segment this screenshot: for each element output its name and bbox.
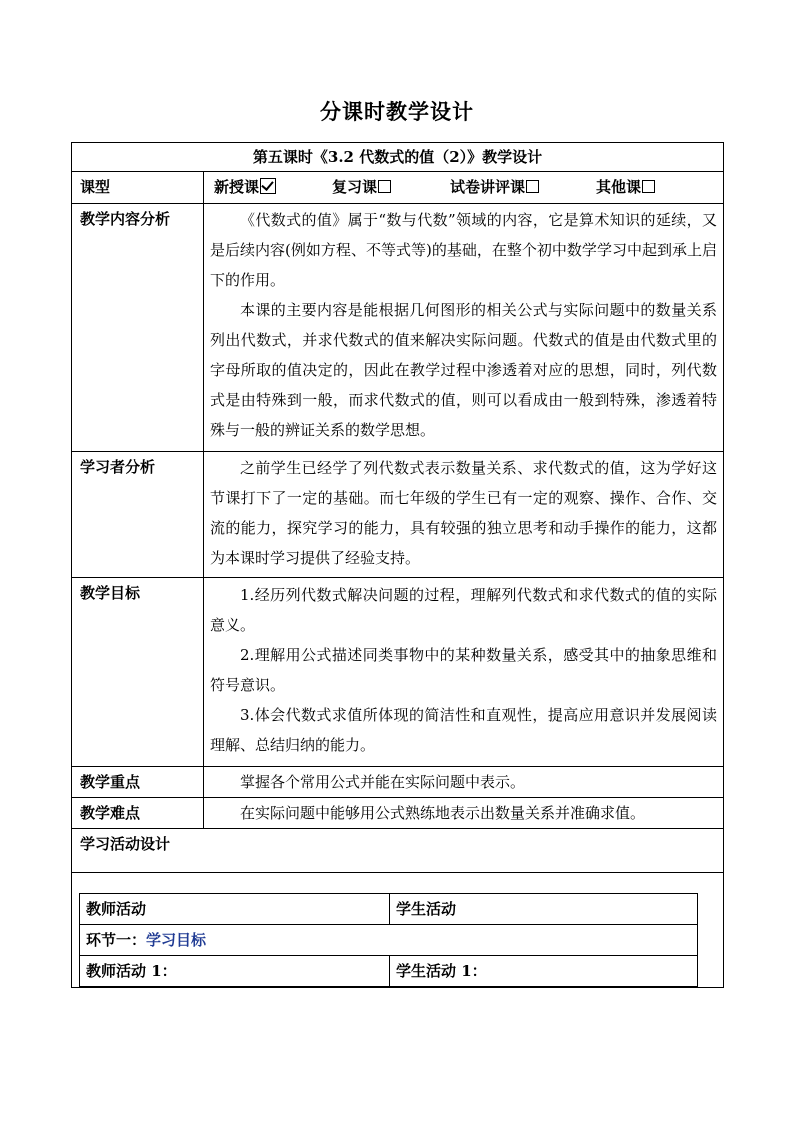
student-activity-1: 学生活动 1： bbox=[390, 956, 698, 987]
checkbox-icon[interactable] bbox=[378, 180, 391, 193]
learner-analysis-label: 学习者分析 bbox=[72, 452, 204, 578]
option-label: 新授课 bbox=[214, 178, 260, 196]
checkbox-icon[interactable] bbox=[642, 180, 655, 193]
course-type-row bbox=[72, 172, 724, 204]
key-points-label: 教学重点 bbox=[72, 767, 204, 798]
activity-design-header-row bbox=[72, 829, 724, 873]
lesson-title-row bbox=[72, 143, 724, 172]
content-analysis-paragraph: 《代数式的值》属于“数与代数”领域的内容，它是算术知识的延续，又是后续内容(例如方程、不等式等)的基础，在整个初中数学学习中起到承上启下的作用。 bbox=[210, 211, 718, 289]
option-label: 试卷讲评课 bbox=[450, 178, 526, 196]
option-new-lesson[interactable] bbox=[214, 172, 332, 202]
content-analysis-row bbox=[72, 204, 724, 452]
key-points-row bbox=[72, 767, 724, 798]
teacher-activity-1: 教师活动 1： bbox=[80, 956, 390, 987]
difficulties-label: 教学难点 bbox=[72, 798, 204, 829]
checkbox-checked-icon[interactable] bbox=[260, 178, 276, 194]
objectives-row bbox=[72, 578, 724, 767]
objectives-label: 教学目标 bbox=[72, 578, 204, 767]
activity-design-label: 学习活动设计 bbox=[72, 829, 724, 873]
lesson-title: 第五课时《3.2 代数式的值（2）》教学设计 bbox=[72, 143, 724, 172]
learner-analysis-paragraph: 之前学生已经学了列代数式表示数量关系、求代数式的值，这为学好这节课打下了一定的基础。而七年级的学生已有一定的观察、操作、合作、交流的能力，探究学习的能力，具有较强的独立思考和动手操作的能力，这都为本课时学习提供了经验支持。 bbox=[210, 459, 718, 567]
course-type-options bbox=[204, 172, 724, 204]
section-name: 学习目标 bbox=[146, 931, 207, 949]
key-points-text: 掌握各个常用公式并能在实际问题中表示。 bbox=[240, 773, 526, 791]
difficulties-row bbox=[72, 798, 724, 829]
option-other-lesson[interactable] bbox=[596, 172, 655, 202]
section-prefix: 环节一： bbox=[86, 931, 147, 949]
section-one-row bbox=[80, 925, 698, 956]
option-exam-review-lesson[interactable] bbox=[450, 172, 596, 202]
page-title: 分课时教学设计 bbox=[320, 99, 474, 124]
learner-analysis-row bbox=[72, 452, 724, 578]
option-label: 复习课 bbox=[332, 178, 378, 196]
student-activity-header: 学生活动 bbox=[390, 894, 698, 925]
checkbox-icon[interactable] bbox=[526, 180, 539, 193]
activity-design-body-row bbox=[72, 873, 724, 988]
objective-item: 2.理解用公式描述同类事物中的某种数量关系，感受其中的抽象思维和符号意识。 bbox=[210, 646, 718, 694]
teacher-activity-header: 教师活动 bbox=[80, 894, 390, 925]
option-review-lesson[interactable] bbox=[332, 172, 450, 202]
option-label: 其他课 bbox=[596, 178, 642, 196]
course-type-label: 课型 bbox=[72, 172, 204, 204]
objective-item: 3.体会代数式求值所体现的简洁性和直观性，提高应用意识并发展阅读理解、总结归纳的能力。 bbox=[210, 706, 718, 754]
activity-table bbox=[79, 893, 698, 987]
content-analysis-label: 教学内容分析 bbox=[72, 204, 204, 452]
content-analysis-paragraph: 本课的主要内容是能根据几何图形的相关公式与实际问题中的数量关系列出代数式，并求代数式的值来解决实际问题。代数式的值是由代数式里的字母所取的值决定的，因此在教学过程中渗透着对应的思想，同时，列代数式是由特殊到一般，而求代数式的值，则可以看成由一般到特殊，渗透着特殊与一般的辨证关系的数学思想。 bbox=[210, 301, 718, 439]
difficulties-text: 在实际问题中能够用公式熟练地表示出数量关系并准确求值。 bbox=[240, 804, 646, 822]
lesson-design-table bbox=[71, 142, 724, 988]
objective-item: 1.经历列代数式解决问题的过程，理解列代数式和求代数式的值的实际意义。 bbox=[210, 586, 718, 634]
